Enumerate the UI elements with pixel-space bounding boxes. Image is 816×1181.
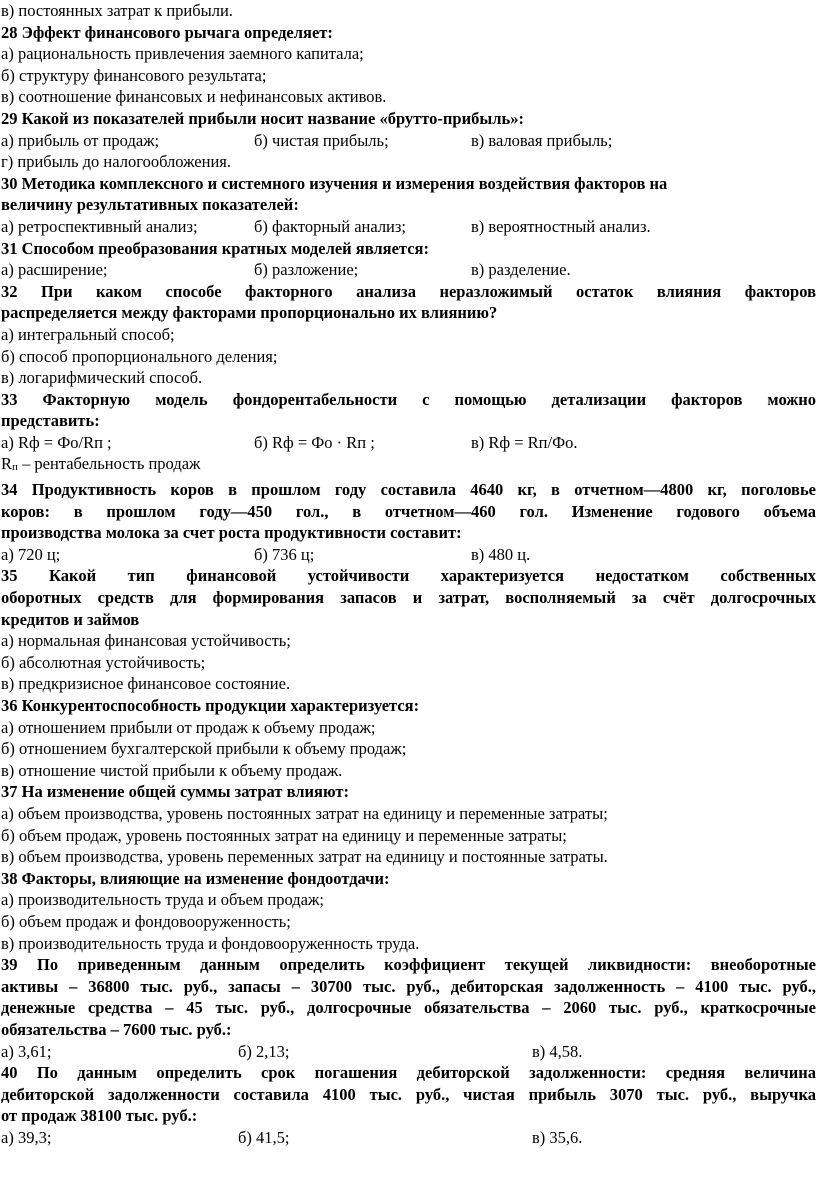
- question-33-line2: представить:: [1, 411, 100, 431]
- answer-b: б) структуру финансового результата;: [1, 65, 267, 85]
- question-30-line2: величину результативных показателей:: [1, 195, 299, 215]
- question-32-line1: 32 При каком способе факторного анализа неразложимый остаток влияния факторов: [1, 281, 816, 301]
- answer-b: б) объем продаж и фондовооруженность;: [1, 911, 291, 931]
- answer-c: в) производительность труда и фондовооруженность труда.: [1, 933, 420, 953]
- answer-b: б) чистая прибыль;: [254, 130, 389, 150]
- answer-b: б) абсолютная устойчивость;: [1, 652, 206, 672]
- question-40-line1: 40 По данным определить срок погашения дебиторской задолженности: средняя величина: [1, 1063, 816, 1083]
- answer-line: в) постоянных затрат к прибыли.: [1, 1, 233, 20]
- question-28: 28 Эффект финансового рычага определяет:: [1, 22, 333, 42]
- answer-a: а) расширение;: [1, 260, 108, 280]
- question-30-line1: 30 Методика комплексного и системного изучения и измерения воздействия факторов на: [1, 173, 668, 193]
- answer-row: [1, 216, 816, 238]
- answer-a: а) прибыль от продаж;: [1, 130, 160, 150]
- question-29: 29 Какой из показателей прибыли носит название «брутто-прибыль»:: [1, 108, 524, 128]
- answer-row: [1, 1127, 816, 1149]
- answer-c: в) предкризисное финансовое состояние.: [1, 674, 291, 694]
- answer-a: а) рациональность привлечения заемного капитала;: [1, 44, 364, 64]
- answer-b: б) 736 ц;: [254, 544, 315, 564]
- answer-a: а) нормальная финансовая устойчивость;: [1, 631, 291, 651]
- answer-b: б) объем продаж, уровень постоянных затрат на единицу и переменные затраты;: [1, 825, 567, 845]
- answer-a: а) ретроспективный анализ;: [1, 216, 198, 236]
- question-37: 37 На изменение общей суммы затрат влияют:: [1, 782, 349, 802]
- question-39-line2: активы – 36800 тыс. руб., запасы – 30700 тыс. руб., дебиторская задолженность – 4100 тыс. руб.,: [1, 976, 816, 996]
- question-40-line3: от продаж 38100 тыс. руб.:: [1, 1106, 198, 1126]
- answer-b: б) отношением бухгалтерской прибыли к объему продаж;: [1, 739, 407, 759]
- answer-c: в) Rф = Rп/Фо.: [471, 432, 578, 452]
- answer-c: в) 480 ц.: [471, 544, 531, 564]
- answer-c: в) отношение чистой прибыли к объему продаж.: [1, 760, 343, 780]
- answer-b: б) 41,5;: [238, 1127, 290, 1147]
- answer-a: а) Rф = Фо/Rп ;: [1, 432, 112, 452]
- answer-b: б) 2,13;: [238, 1041, 290, 1061]
- answer-row: [1, 544, 816, 566]
- question-35-line3: кредитов и займов: [1, 609, 140, 629]
- answer-d: г) прибыль до налогообложения.: [1, 152, 232, 172]
- answer-c: в) вероятностный анализ.: [471, 216, 651, 236]
- answer-row: [1, 432, 816, 454]
- answer-b: б) Rф = Фо · Rп ;: [254, 432, 375, 452]
- answer-c: в) соотношение финансовых и нефинансовых активов.: [1, 87, 387, 107]
- answer-a: а) отношением прибыли от продаж к объему продаж;: [1, 717, 376, 737]
- question-39-line1: 39 По приведенным данным определить коэффициент текущей ликвидности: внеоборотные: [1, 955, 816, 975]
- question-34-line1: 34 Продуктивность коров в прошлом году составила 4640 кг, в отчетном—4800 кг, поголовье: [1, 480, 816, 500]
- formula-note: [1, 453, 816, 479]
- answer-row: [1, 259, 816, 281]
- answer-c: в) 4,58.: [532, 1041, 583, 1061]
- answer-a: а) производительность труда и объем продаж;: [1, 890, 324, 910]
- question-31: 31 Способом преобразования кратных моделей является:: [1, 238, 429, 258]
- answer-a: а) 720 ц;: [1, 544, 61, 564]
- question-34-line2: коров: в прошлом году—450 гол., в отчетном—460 гол. Изменение годового объема: [1, 501, 816, 521]
- question-32-line2: распределяется между факторами пропорционально их влиянию?: [1, 303, 498, 323]
- question-34-line3: производства молока за счет роста продуктивности составит:: [1, 523, 462, 543]
- answer-b: б) факторный анализ;: [254, 216, 406, 236]
- answer-a: а) объем производства, уровень постоянных затрат на единицу и переменные затраты;: [1, 803, 608, 823]
- question-38: 38 Факторы, влияющие на изменение фондоотдачи:: [1, 868, 390, 888]
- answer-a: а) 39,3;: [1, 1127, 52, 1147]
- answer-b: б) разложение;: [254, 260, 359, 280]
- question-33-line1: 33 Факторную модель фондорентабельности с помощью детализации факторов можно: [1, 389, 816, 409]
- answer-b: б) способ пропорционального деления;: [1, 346, 278, 366]
- question-36: 36 Конкурентоспособность продукции характеризуется:: [1, 696, 420, 715]
- answer-c: в) логарифмический способ.: [1, 368, 203, 388]
- note-symbol: R: [1, 454, 13, 474]
- question-40-line2: дебиторской задолженности составила 4100 тыс. руб., чистая прибыль 3070 тыс. руб., выручка: [1, 1084, 816, 1104]
- answer-c: в) объем производства, уровень переменных затрат на единицу и постоянные затраты.: [1, 847, 608, 867]
- answer-a: а) интегральный способ;: [1, 324, 175, 344]
- answer-row: [1, 130, 816, 152]
- answer-row: [1, 1041, 816, 1063]
- answer-a: а) 3,61;: [1, 1041, 52, 1061]
- question-35-line1: 35 Какой тип финансовой устойчивости характеризуется недостатком собственных: [1, 566, 816, 586]
- question-39-line4: обязательства – 7600 тыс. руб.:: [1, 1019, 232, 1039]
- question-35-line2: оборотных средств для формирования запасов и затрат, восполняемый за счёт долгосрочных: [1, 588, 816, 608]
- answer-c: в) 35,6.: [532, 1127, 583, 1147]
- note-text: – рентабельность продаж: [17, 454, 201, 474]
- question-39-line3: денежные средства – 45 тыс. руб., долгосрочные обязательства – 2060 тыс. руб., краткосрочные: [1, 998, 816, 1018]
- answer-c: в) разделение.: [471, 260, 571, 280]
- note-subscript: п: [12, 461, 18, 474]
- answer-c: в) валовая прибыль;: [471, 130, 613, 150]
